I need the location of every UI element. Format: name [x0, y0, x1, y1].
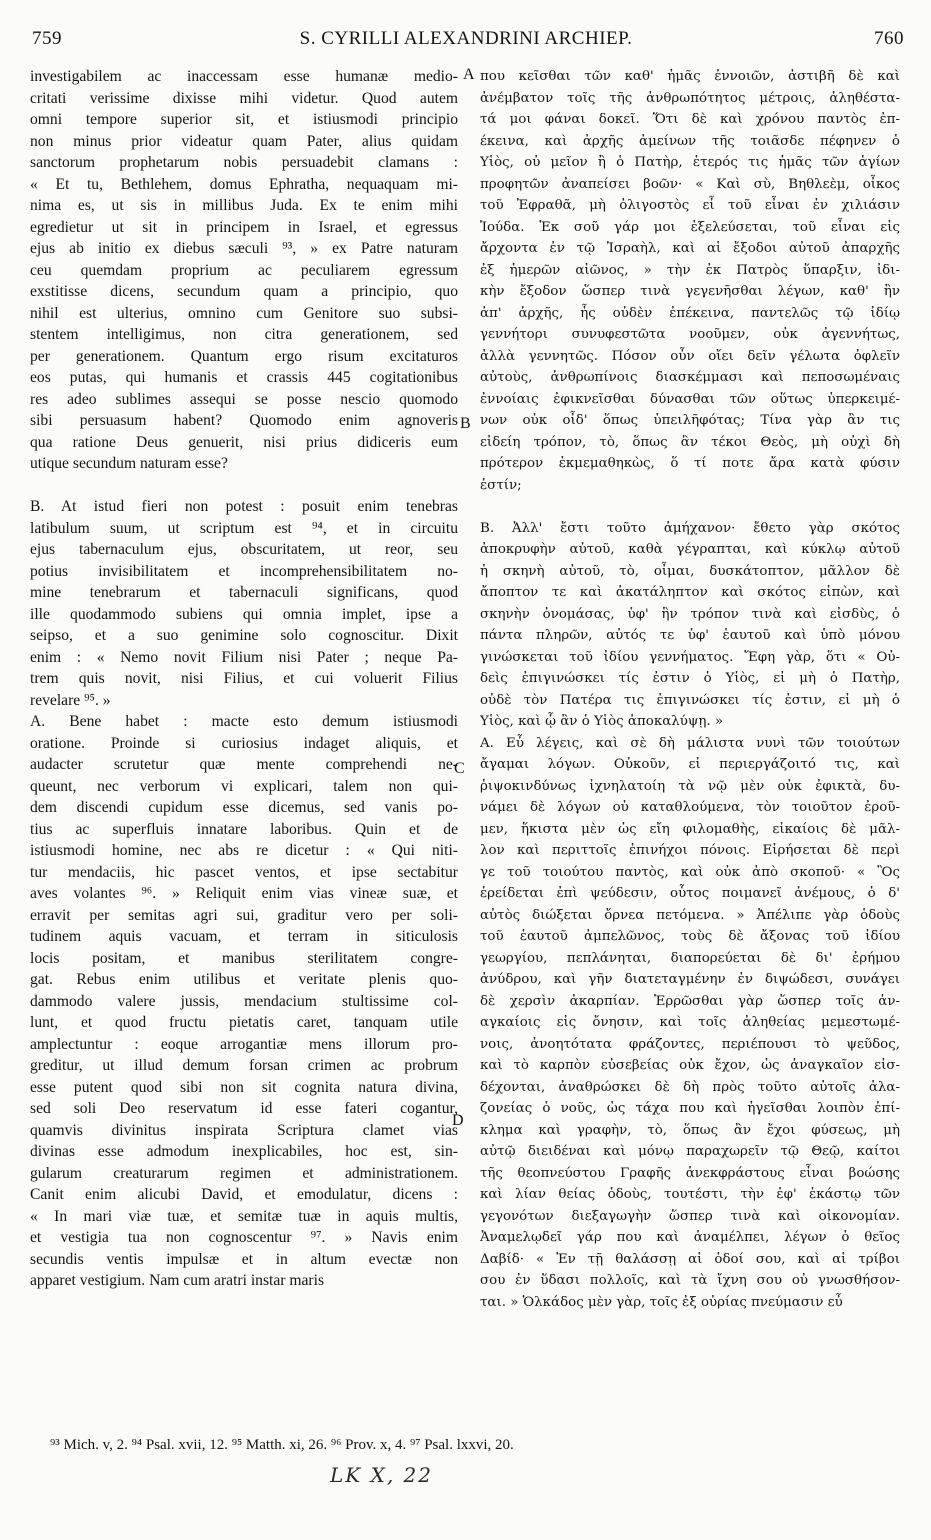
latin-text-line: « Et tu, Bethlehem, domus Ephratha, nequaquam mi-	[30, 175, 458, 193]
greek-column	[480, 66, 900, 1313]
latin-text-line: B. At istud fieri non potest : posuit enim tenebras	[30, 498, 458, 515]
greek-text-line: τοῦ Ἐφραθᾶ, μὴ ὀλιγοστὸς εἶ τοῦ εἶναι ἐν χιλιάσιν	[480, 198, 900, 213]
greek-text-line: εἰδείη τρόπον, τὸ, ὅπως ἂν τέκοι Θεὸς, μὴ οὐχὶ δὴ	[480, 434, 900, 450]
latin-text-line: esse putent quod sibi non sit cognita natura divina,	[30, 1078, 458, 1096]
greek-text-line: που κεῖσθαι τῶν καθ' ἡμᾶς ἐννοιῶν, ἀστιβῆ δὲ καὶ	[480, 69, 900, 84]
latin-text-line: sed soli Deo reservatum id esse fateri cogantur,	[30, 1100, 458, 1117]
latin-text-line: tur mendaciis, hic pascet ventos, et ipse sectabitur	[30, 863, 458, 881]
greek-text-line	[480, 496, 900, 518]
greek-text-line: ἄγαμαι λόγων. Οὐκοῦν, εἰ περιεργάζοιτό τις, καὶ	[480, 757, 900, 772]
latin-text-line: stentem intelligimus, non citra generationem, sed	[30, 326, 458, 343]
page-header	[28, 28, 904, 58]
latin-text-line: gularum creaturarum regimen et administrationem.	[30, 1164, 458, 1182]
latin-text-line: erravit per semitas agri sui, graditur vero per soli-	[30, 906, 458, 924]
column-marker-b: B	[460, 415, 471, 432]
greek-text-line: Υἱὸς, καὶ ᾧ ἂν ὁ Υἱὸς ἀποκαλύψῃ. »	[480, 714, 724, 729]
greek-text-line: B. Ἀλλ' ἔστι τοῦτο ἀμήχανον· ἔθετο γὰρ σκότος	[480, 520, 900, 536]
greek-text-line: πάντα πληρῶν, αὐτός τε ὑφ' ἑαυτοῦ καὶ ὑπὸ μόνου	[480, 628, 900, 643]
latin-text-line: seipso, et a suo genimine solo cognoscitur. Dixit	[30, 627, 458, 644]
greek-text-line: δεὶς ἐπιγινώσκει τίς ἐστιν ὁ Υἱὸς, εἰ μὴ ὁ Πατὴρ,	[480, 671, 900, 686]
footnotes: ⁹³ Mich. v, 2. ⁹⁴ Psal. xvii, 12. ⁹⁵ Matth. xi, 26. ⁹⁶ Prov. x, 4. ⁹⁷ Psal. lxxvi, 20.	[50, 1437, 514, 1453]
latin-text-line: egredietur ut sit in principem in Israel, et egressus	[30, 218, 458, 236]
greek-text-line: δέχονται, ἀναθρώσκει δὲ δὴ πρὸς τοῦτο αὐτοῖς ἀλα-	[480, 1079, 900, 1095]
greek-text-line: ζονείας ὁ νοῦς, ὡς τάχα που καὶ ἡγεῖσθαι λοιπὸν ἐπί-	[480, 1101, 900, 1116]
greek-text-line: σου ἐν ὕδασι πολλοῖς, καὶ τὰ ἴχνη σου οὐ γνωσθήσον-	[480, 1273, 900, 1288]
greek-text-line: έκεινα, καὶ ἀρχῆς ἀμείνων τῆς τοιᾶσδε πέφηνεν ὁ	[480, 133, 900, 149]
latin-text-line: aves volantes ⁹⁶. » Reliquit enim vias vineæ suæ, et	[30, 885, 458, 902]
greek-text-line: κλημα καὶ γραφὴν, τὸ, ὅπως ἂν ἔχοι φύσεως, μὴ	[480, 1122, 900, 1138]
latin-text-line: revelare ⁹⁵. »	[30, 691, 111, 709]
greek-text-line: ἐρείδεται ἐπὶ ψεύδεσιν, οὗτος ποιμανεῖ ἀνέμους, ὁ δ'	[480, 886, 900, 901]
greek-text-line: δὲ χερσὶν ἀκαρπίαν. Ἐρρῶσθαι γὰρ ὥσπερ τοῖς ἀν-	[480, 993, 900, 1009]
page-number-right: 760	[874, 28, 904, 49]
latin-text-line: latibulum suum, ut scriptum est ⁹⁴, et in circuitu	[30, 519, 458, 537]
greek-text-line: Ἰούδα. Ἐκ σοῦ γάρ μοι ἐξελεύσεται, τοῦ εἶναι εἰς	[480, 219, 900, 235]
latin-text-line: dammodo valere jussis, mendacium stultissime col-	[30, 992, 458, 1010]
greek-text-line: Υἱὸς, οὐ μεῖον ἢ ὁ Πατὴρ, ἑτερός τις ἡμᾶς τῶν ἁγίων	[480, 155, 900, 170]
greek-text-line: τῆς θεοπνεύστου Γραφῆς ἀνεκφράστους εἶναι βοώσης	[480, 1165, 900, 1181]
latin-text-line: omni tempore superior sit, et istiusmodi principio	[30, 111, 458, 128]
column-marker-d: D	[452, 1112, 464, 1129]
greek-text-line: γεννήτορι συνυφεστῶτα νοοῦμεν, οὐκ ἀγεννήτως,	[480, 327, 900, 342]
latin-text-line: trem quis novit, nisi Filius, et cui voluerit Filius	[30, 670, 458, 687]
latin-text-line: dem discendi cupidum esse dicemus, sed vanis po-	[30, 799, 458, 816]
latin-text-line: tudinem aquis vacuam, et terram in siticulosis	[30, 928, 458, 945]
page-number-left: 759	[32, 28, 62, 49]
latin-text-line: investigabilem ac inaccessam esse humanæ medio-	[30, 68, 458, 85]
greek-text-line: ἀλλὰ γεννητῶς. Πόσον οὖν οἴει δεῖν γέλωτα ὀφλεῖν	[480, 348, 900, 364]
latin-text-line: qua ratione Deus genuerit, nisi prius didiceris eum	[30, 433, 458, 451]
greek-text-line: Ἀναμελῳδεῖ γάρ που καὶ ἀναμέλπει, λέγων ὁ θεῖος	[480, 1230, 900, 1245]
latin-text-line: apparet vestigium. Nam cum aratri instar maris	[30, 1272, 325, 1289]
latin-text-line: audacter scrutetur quæ mente comprehendi ne-	[30, 756, 458, 773]
greek-text-line: τά μοι φάναι δοκεῖ. Ὅτι δὲ καὶ χρόνου παντὸς ἐπ-	[480, 112, 900, 127]
latin-text-line: enim : « Nemo novit Filium nisi Pater ; neque Pa-	[30, 648, 458, 666]
latin-text-line: sanctorum prophetarum nobis persuadebit clamans :	[30, 154, 458, 171]
latin-text-line: amplectuntur : eoque arrogantiæ mens illorum pro-	[30, 1035, 458, 1053]
greek-text-line: ἐστίν;	[480, 477, 522, 493]
latin-text-line: secundis ventis impulsæ et in altum evectæ non	[30, 1250, 458, 1268]
greek-text-line: καὶ τὸ καρπὸν εὐσεβείας οὐκ ἔχον, ὡς ἀναγκαῖον εἰσ-	[480, 1058, 900, 1073]
greek-text-line: αγκαίοις εἰς ὄνησιν, καὶ τοῖς ἀληθείας μεμεστωμέ-	[480, 1015, 900, 1030]
greek-text-line: αὐτῷ διειδέναι καὶ μόνῳ παραχωρεῖν τῷ Θεῷ, καίτοι	[480, 1144, 900, 1159]
latin-text-line: critati verissime dixisse mihi videtur. Quod autem	[30, 89, 458, 107]
greek-text-line: λον καὶ περιττοῖς ἐπινήχοι πόνοις. Εἰρήσεται δὲ περὶ	[480, 843, 900, 858]
latin-text-line: A. Bene habet : macte esto demum istiusmodi	[30, 713, 458, 730]
latin-text-line: utique secundum naturam esse?	[30, 455, 228, 472]
latin-column	[30, 66, 458, 1292]
greek-text-line: A. Εὖ λέγεις, καὶ σὲ δὴ μάλιστα νυνὶ τῶν τοιούτων	[480, 735, 900, 751]
greek-text-line: ἀποκρυφὴν αὐτοῦ, καθὰ γέγραπται, καὶ κύκλῳ αὐτοῦ	[480, 542, 900, 557]
latin-text-line: « In mari viæ tuæ, et semitæ tuæ in aquis multis,	[30, 1207, 458, 1225]
latin-text-line	[30, 475, 458, 497]
greek-text-line: νοις, ἀνοητότατα φράζοντες, περιέπουσι τὸ ψεῦδος,	[480, 1036, 900, 1052]
handwritten-note: LK X, 22	[330, 1463, 433, 1487]
greek-text-line: ἐξ ἡμερῶν αἰῶνος, » τὴν ἐκ Πατρὸς ὕπαρξιν, ἰδι-	[480, 262, 900, 278]
greek-text-line: ἐννοίαις ἐφικνεῖσθαι δύνασθαι τῶν οὕτως ὑπερκειμέ-	[480, 391, 900, 407]
latin-text-line: lunt, et quod fructu pietatis caret, tanquam utile	[30, 1014, 458, 1031]
greek-text-line: ἡ σκηνὴ αὐτοῦ, τὸ, οἶμαι, δυσκάτοπτον, μᾶλλον δὲ	[480, 563, 900, 579]
greek-text-line: προφητῶν ἀναπείσει βοῶν· « Καὶ σὺ, Βηθλεὲμ, οἶκος	[480, 176, 900, 192]
greek-text-line: αὐτὸς διώξεται ὄρνεα πετόμενα. » Ἀπέλιπε γὰρ ὁδοὺς	[480, 907, 900, 923]
greek-text-line: γινώσκεται τοῦ ἰδίου γεννήματος. Ἔφη γὰρ, ὅτι « Οὐ-	[480, 649, 900, 665]
latin-text-line: potius invisibilitatem et incomprehensibilitatem no-	[30, 562, 458, 580]
latin-text-line: res adeo sublimes assequi se posse nescio quomodo	[30, 390, 458, 408]
greek-text-line: ἀνέμβατον τοῖς τῆς ἀνθρωπότητος μέτροις, ἀληθέστα-	[480, 90, 900, 106]
latin-text-line: non minus prior videatur quam Pater, alius quidam	[30, 132, 458, 150]
latin-text-line: et vestigia tua non cognoscentur ⁹⁷. » Navis enim	[30, 1229, 458, 1246]
latin-text-line: locis positam, et manibus sterilitatem congre-	[30, 949, 458, 967]
latin-text-line: greditur, ut illud demum forsan crimen ac probrum	[30, 1057, 458, 1074]
latin-text-line: nima es, ut sis in millibus Juda. Ex te enim mihi	[30, 197, 458, 214]
greek-text-line: γεωργίου, πεπλάνηται, διαπορεύεται δὲ δι' ἐρήμου	[480, 950, 900, 966]
latin-text-line: queunt, nec verborum vi explicari, talem non qui-	[30, 777, 458, 795]
greek-text-line: γεγονότων διεξαγωγὴν ὥσπερ τινὰ καὶ οἰκονομίαν.	[480, 1208, 900, 1224]
greek-text-line: οὐδὲ τὸν Πατέρα τις ἐπιγινώσκει τίς ἐστιν, εἰ μὴ ὁ	[480, 692, 900, 708]
latin-text-line: quamvis divinitus inspirata Scriptura clamet vias	[30, 1121, 458, 1139]
column-marker-c: C	[454, 760, 465, 777]
greek-text-line: νάμει δὲ λόγων οὐ καταθλούμενα, τὸν τοιοῦτον ἐροῦ-	[480, 800, 900, 815]
greek-text-line: μεν, ἥκιστα μὲν ὡς εἴη φιλομαθὴς, εἰκαίοις δὲ μᾶλ-	[480, 821, 900, 837]
latin-text-line: ceu quemdam proprium ac peculiarem egressum	[30, 261, 458, 279]
latin-text-line: per generationem. Quantum ergo risum excitaturos	[30, 347, 458, 365]
greek-text-line: ῥιψοκινδύνως ἰχνηλατοίη τὰ νῷ μὲν οὐκ ἐφικτὰ, δυ-	[480, 778, 900, 794]
latin-text-line: ille quodammodo subiens qui omnia implet, ipse a	[30, 605, 458, 623]
latin-text-line: divinas esse admodum inexplicabiles, hoc est, sin-	[30, 1143, 458, 1160]
latin-text-line: ejus tabernaculum ejus, obscuritatem, ut reor, seu	[30, 541, 458, 558]
latin-text-line: ejus ab initio ex diebus sæculi ⁹³, » ex Patre naturam	[30, 240, 458, 257]
greek-text-line: αὐτοὺς, ἀνθρωπίνοις διασκέμμασι καὶ πεποσωμέναις	[480, 370, 900, 385]
greek-text-line: τοῦ ἑαυτοῦ ἀμπελῶνος, τοὺς δὲ ἄξονας τοῦ ἰδίου	[480, 929, 900, 944]
greek-text-line: ἀπ' ἀρχῆς, ἧς οὐδὲν ἐπέκεινα, παντελῶς τῷ ἰδίῳ	[480, 305, 900, 321]
latin-text-line: Canit enim alicubi David, et emodulatur, dicens :	[30, 1186, 458, 1203]
latin-text-line: exstitisse dicens, secundum quam a principio, quo	[30, 283, 458, 300]
column-marker-a: A	[463, 66, 475, 83]
greek-text-line: νων οὐκ οἶδ' ὅπως ὑπειλῆφότας; Τίνα γὰρ ἂν τις	[480, 413, 900, 428]
latin-text-line: istiusmodi homine, nec abs re dicetur : « Qui niti-	[30, 842, 458, 859]
greek-text-line: γε τοῦ τοιούτου παντὸς, καὶ οὐκ ἀπὸ σκοποῦ· « Ὃς	[480, 864, 900, 880]
latin-text-line: nihil est ulterius, omnino cum Genitore suo subsi-	[30, 304, 458, 322]
greek-text-line: ἄρχοντα ἐν τῷ Ἰσραὴλ, καὶ αἱ ἔξοδοι αὐτοῦ ἀπαρχῆς	[480, 241, 900, 256]
latin-text-line: eos putas, qui humanis et crassis 445 cogitationibus	[30, 369, 458, 386]
greek-text-line: πρότερον ἐκμεμαθηκὼς, ὅ τί ποτε ἄρα κατὰ φύσιν	[480, 456, 900, 471]
greek-text-line: κὴν ἔξοδον ὥσπερ τινὰ γεγενῆσθαι λέγων, καθ' ἣν	[480, 284, 900, 299]
greek-text-line: Δαβίδ· « Ἐν τῇ θαλάσσῃ αἱ ὁδοί σου, καὶ αἱ τρίβοι	[480, 1251, 900, 1267]
latin-text-line: sibi persuasum habent? Quomodo enim agnoveris	[30, 412, 458, 429]
latin-text-line: tius ac superfluis innatare laboribus. Quin et de	[30, 820, 458, 838]
greek-text-line: καὶ λίαν θείας ὁδοὺς, τουτέστι, τὴν ἐφ' ἑκάστῳ τῶν	[480, 1187, 900, 1202]
greek-text-line: ται. » Ὁλκάδος μὲν γὰρ, τοῖς ἐξ οὐρίας πνεύμασιν εὖ	[480, 1294, 843, 1310]
latin-text-line: gat. Rebus enim utilibus et veritate plenis quo-	[30, 971, 458, 988]
greek-text-line: σκηνὴν ὀνομάσας, ὑφ' ἣν τρόπον τινὰ καὶ εἰσδὺς, ὁ	[480, 606, 900, 622]
latin-text-line: oratione. Proinde si curiosius indaget aliquis, et	[30, 734, 458, 752]
greek-text-line: ἀνύδρου, καὶ γῆν διατεταγμένην ἐν διψώδεσι, συνάγει	[480, 972, 900, 987]
greek-text-line: ἄποπτον τε καὶ ἀκατάληπτον καὶ σκότος εἰπὼν, καὶ	[480, 585, 900, 600]
running-title: S. CYRILLI ALEXANDRINI ARCHIEP.	[299, 28, 633, 49]
latin-text-line: mine tenebrarum et tabernaculi significans, quod	[30, 584, 458, 601]
